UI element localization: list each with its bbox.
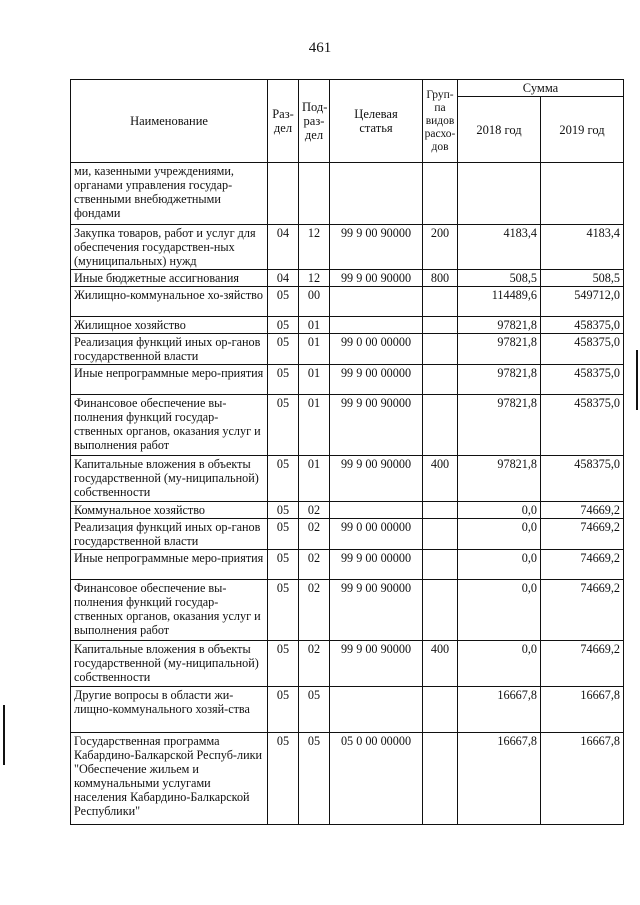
- row-target-article: 99 0 00 00000: [330, 334, 423, 365]
- table-row: [71, 456, 624, 502]
- row-subsection: 02: [299, 519, 330, 550]
- table-row: [71, 502, 624, 519]
- row-expense-group: [423, 502, 458, 519]
- table-row: [71, 550, 624, 580]
- row-amount-2018: 97821,8: [458, 317, 541, 334]
- page-number: 461: [308, 40, 332, 56]
- row-subsection: 02: [299, 550, 330, 580]
- row-section: 05: [268, 287, 299, 317]
- row-name: ми, казенными учреждениями, органами управления государ-ственными внебюджетными фондами: [71, 163, 268, 225]
- row-section: 05: [268, 317, 299, 334]
- row-target-article: 99 9 00 00000: [330, 550, 423, 580]
- row-subsection: 12: [299, 270, 330, 287]
- row-amount-2018: 114489,6: [458, 287, 541, 317]
- row-section: 05: [268, 334, 299, 365]
- row-subsection: 01: [299, 365, 330, 395]
- row-amount-2019: 549712,0: [541, 287, 624, 317]
- row-expense-group: [423, 550, 458, 580]
- header-subsection: [299, 80, 330, 163]
- row-expense-group: [423, 163, 458, 225]
- row-name: Государственная программа Кабардино-Балкарской Респуб-лики "Обеспечение жильем и коммунальными услугами населения Кабардино-Балкарской Республики": [71, 733, 268, 825]
- row-amount-2019: 458375,0: [541, 395, 624, 456]
- row-expense-group: [423, 733, 458, 825]
- row-name: Коммунальное хозяйство: [71, 502, 268, 519]
- row-section: 05: [268, 641, 299, 687]
- row-amount-2019: 16667,8: [541, 687, 624, 733]
- table-row: [71, 519, 624, 550]
- row-subsection: 01: [299, 317, 330, 334]
- table-row: [71, 687, 624, 733]
- row-name: Капитальные вложения в объекты государственной (му-ниципальной) собственности: [71, 641, 268, 687]
- row-name: Закупка товаров, работ и услуг для обеспечения государствен-ных (муниципальных) нужд: [71, 225, 268, 270]
- row-amount-2018: 0,0: [458, 550, 541, 580]
- row-section: 05: [268, 580, 299, 641]
- budget-table: [70, 79, 624, 825]
- row-name: Жилищно-коммунальное хо-зяйство: [71, 287, 268, 317]
- row-amount-2018: 97821,8: [458, 334, 541, 365]
- row-amount-2019: 74669,2: [541, 519, 624, 550]
- table-row: [71, 287, 624, 317]
- table-row: [71, 225, 624, 270]
- row-amount-2018: 508,5: [458, 270, 541, 287]
- row-section: 05: [268, 550, 299, 580]
- row-section: 05: [268, 395, 299, 456]
- table-body: [71, 163, 624, 825]
- page-edge-mark-left: [3, 705, 5, 765]
- row-target-article: 99 9 00 90000: [330, 456, 423, 502]
- table-row: [71, 641, 624, 687]
- row-expense-group: [423, 317, 458, 334]
- table-row: [71, 317, 624, 334]
- row-expense-group: [423, 580, 458, 641]
- header-expense-group: [423, 80, 458, 163]
- row-subsection: 12: [299, 225, 330, 270]
- row-name: Иные непрограммные меро-приятия: [71, 550, 268, 580]
- header-year-2018: 2018 год: [458, 97, 541, 163]
- row-expense-group: 800: [423, 270, 458, 287]
- row-expense-group: [423, 365, 458, 395]
- row-amount-2018: 0,0: [458, 519, 541, 550]
- row-target-article: [330, 502, 423, 519]
- row-subsection: 05: [299, 733, 330, 825]
- row-amount-2018: 4183,4: [458, 225, 541, 270]
- row-expense-group: [423, 395, 458, 456]
- row-amount-2019: 458375,0: [541, 365, 624, 395]
- row-section: 05: [268, 733, 299, 825]
- row-target-article: 99 9 00 90000: [330, 225, 423, 270]
- row-amount-2019: 74669,2: [541, 641, 624, 687]
- row-name: Другие вопросы в области жи-лищно-коммунального хозяй-ства: [71, 687, 268, 733]
- row-section: 05: [268, 519, 299, 550]
- row-expense-group: [423, 287, 458, 317]
- row-amount-2018: [458, 163, 541, 225]
- row-amount-2019: 458375,0: [541, 334, 624, 365]
- row-amount-2018: 0,0: [458, 502, 541, 519]
- row-name: Иные бюджетные ассигнования: [71, 270, 268, 287]
- row-amount-2019: [541, 163, 624, 225]
- header-section-text: Раз- дел: [272, 107, 294, 135]
- header-year-2019: 2019 год: [541, 97, 624, 163]
- row-target-article: 99 9 00 90000: [330, 395, 423, 456]
- page-edge-mark-right: [636, 350, 638, 410]
- row-name: Финансовое обеспечение вы-полнения функций государ-ственных органов, оказания услуг и выполнения работ: [71, 395, 268, 456]
- row-section: 05: [268, 502, 299, 519]
- table-row: [71, 334, 624, 365]
- header-name: Наименование: [71, 80, 268, 163]
- row-name: Реализация функций иных ор-ганов государственной власти: [71, 519, 268, 550]
- header-subsection-text: Под- раз- дел: [302, 100, 328, 142]
- row-subsection: 01: [299, 395, 330, 456]
- row-amount-2019: 74669,2: [541, 550, 624, 580]
- row-expense-group: [423, 334, 458, 365]
- row-expense-group: 400: [423, 456, 458, 502]
- row-amount-2018: 97821,8: [458, 456, 541, 502]
- header-target-article: [330, 80, 423, 163]
- row-amount-2018: 97821,8: [458, 395, 541, 456]
- row-target-article: [330, 163, 423, 225]
- row-expense-group: 200: [423, 225, 458, 270]
- header-expense-group-text: Груп- па видов расхо- дов: [424, 88, 456, 153]
- row-amount-2018: 16667,8: [458, 687, 541, 733]
- row-expense-group: [423, 687, 458, 733]
- header-sum: Сумма: [458, 80, 624, 97]
- table-row: [71, 270, 624, 287]
- row-section: 04: [268, 225, 299, 270]
- row-subsection: 02: [299, 580, 330, 641]
- row-amount-2018: 16667,8: [458, 733, 541, 825]
- row-section: 05: [268, 365, 299, 395]
- row-name: Реализация функций иных ор-ганов государственной власти: [71, 334, 268, 365]
- row-target-article: 99 0 00 00000: [330, 519, 423, 550]
- row-subsection: 00: [299, 287, 330, 317]
- row-target-article: 05 0 00 00000: [330, 733, 423, 825]
- row-target-article: 99 9 00 90000: [330, 641, 423, 687]
- row-name: Финансовое обеспечение вы-полнения функций государ-ственных органов, оказания услуг и выполнения работ: [71, 580, 268, 641]
- table-row: [71, 395, 624, 456]
- row-target-article: 99 9 00 00000: [330, 365, 423, 395]
- row-amount-2019: 16667,8: [541, 733, 624, 825]
- row-name: Капитальные вложения в объекты государственной (му-ниципальной) собственности: [71, 456, 268, 502]
- row-expense-group: 400: [423, 641, 458, 687]
- row-subsection: 01: [299, 456, 330, 502]
- row-amount-2018: 97821,8: [458, 365, 541, 395]
- row-expense-group: [423, 519, 458, 550]
- row-amount-2019: 4183,4: [541, 225, 624, 270]
- row-section: [268, 163, 299, 225]
- row-subsection: 02: [299, 502, 330, 519]
- row-target-article: [330, 317, 423, 334]
- table-row: [71, 580, 624, 641]
- header-target-article-text: Целевая статья: [354, 107, 398, 135]
- row-amount-2018: 0,0: [458, 580, 541, 641]
- row-section: 05: [268, 456, 299, 502]
- row-name: Иные непрограммные меро-приятия: [71, 365, 268, 395]
- row-amount-2019: 508,5: [541, 270, 624, 287]
- row-target-article: [330, 687, 423, 733]
- row-section: 04: [268, 270, 299, 287]
- table-row: [71, 733, 624, 825]
- row-target-article: 99 9 00 90000: [330, 580, 423, 641]
- row-subsection: 05: [299, 687, 330, 733]
- row-subsection: 02: [299, 641, 330, 687]
- row-subsection: 01: [299, 334, 330, 365]
- row-target-article: [330, 287, 423, 317]
- row-name: Жилищное хозяйство: [71, 317, 268, 334]
- row-subsection: [299, 163, 330, 225]
- header-section: [268, 80, 299, 163]
- row-amount-2018: 0,0: [458, 641, 541, 687]
- table-row: [71, 163, 624, 225]
- row-amount-2019: 458375,0: [541, 317, 624, 334]
- row-amount-2019: 74669,2: [541, 502, 624, 519]
- row-section: 05: [268, 687, 299, 733]
- row-target-article: 99 9 00 90000: [330, 270, 423, 287]
- table-row: [71, 365, 624, 395]
- row-amount-2019: 74669,2: [541, 580, 624, 641]
- row-amount-2019: 458375,0: [541, 456, 624, 502]
